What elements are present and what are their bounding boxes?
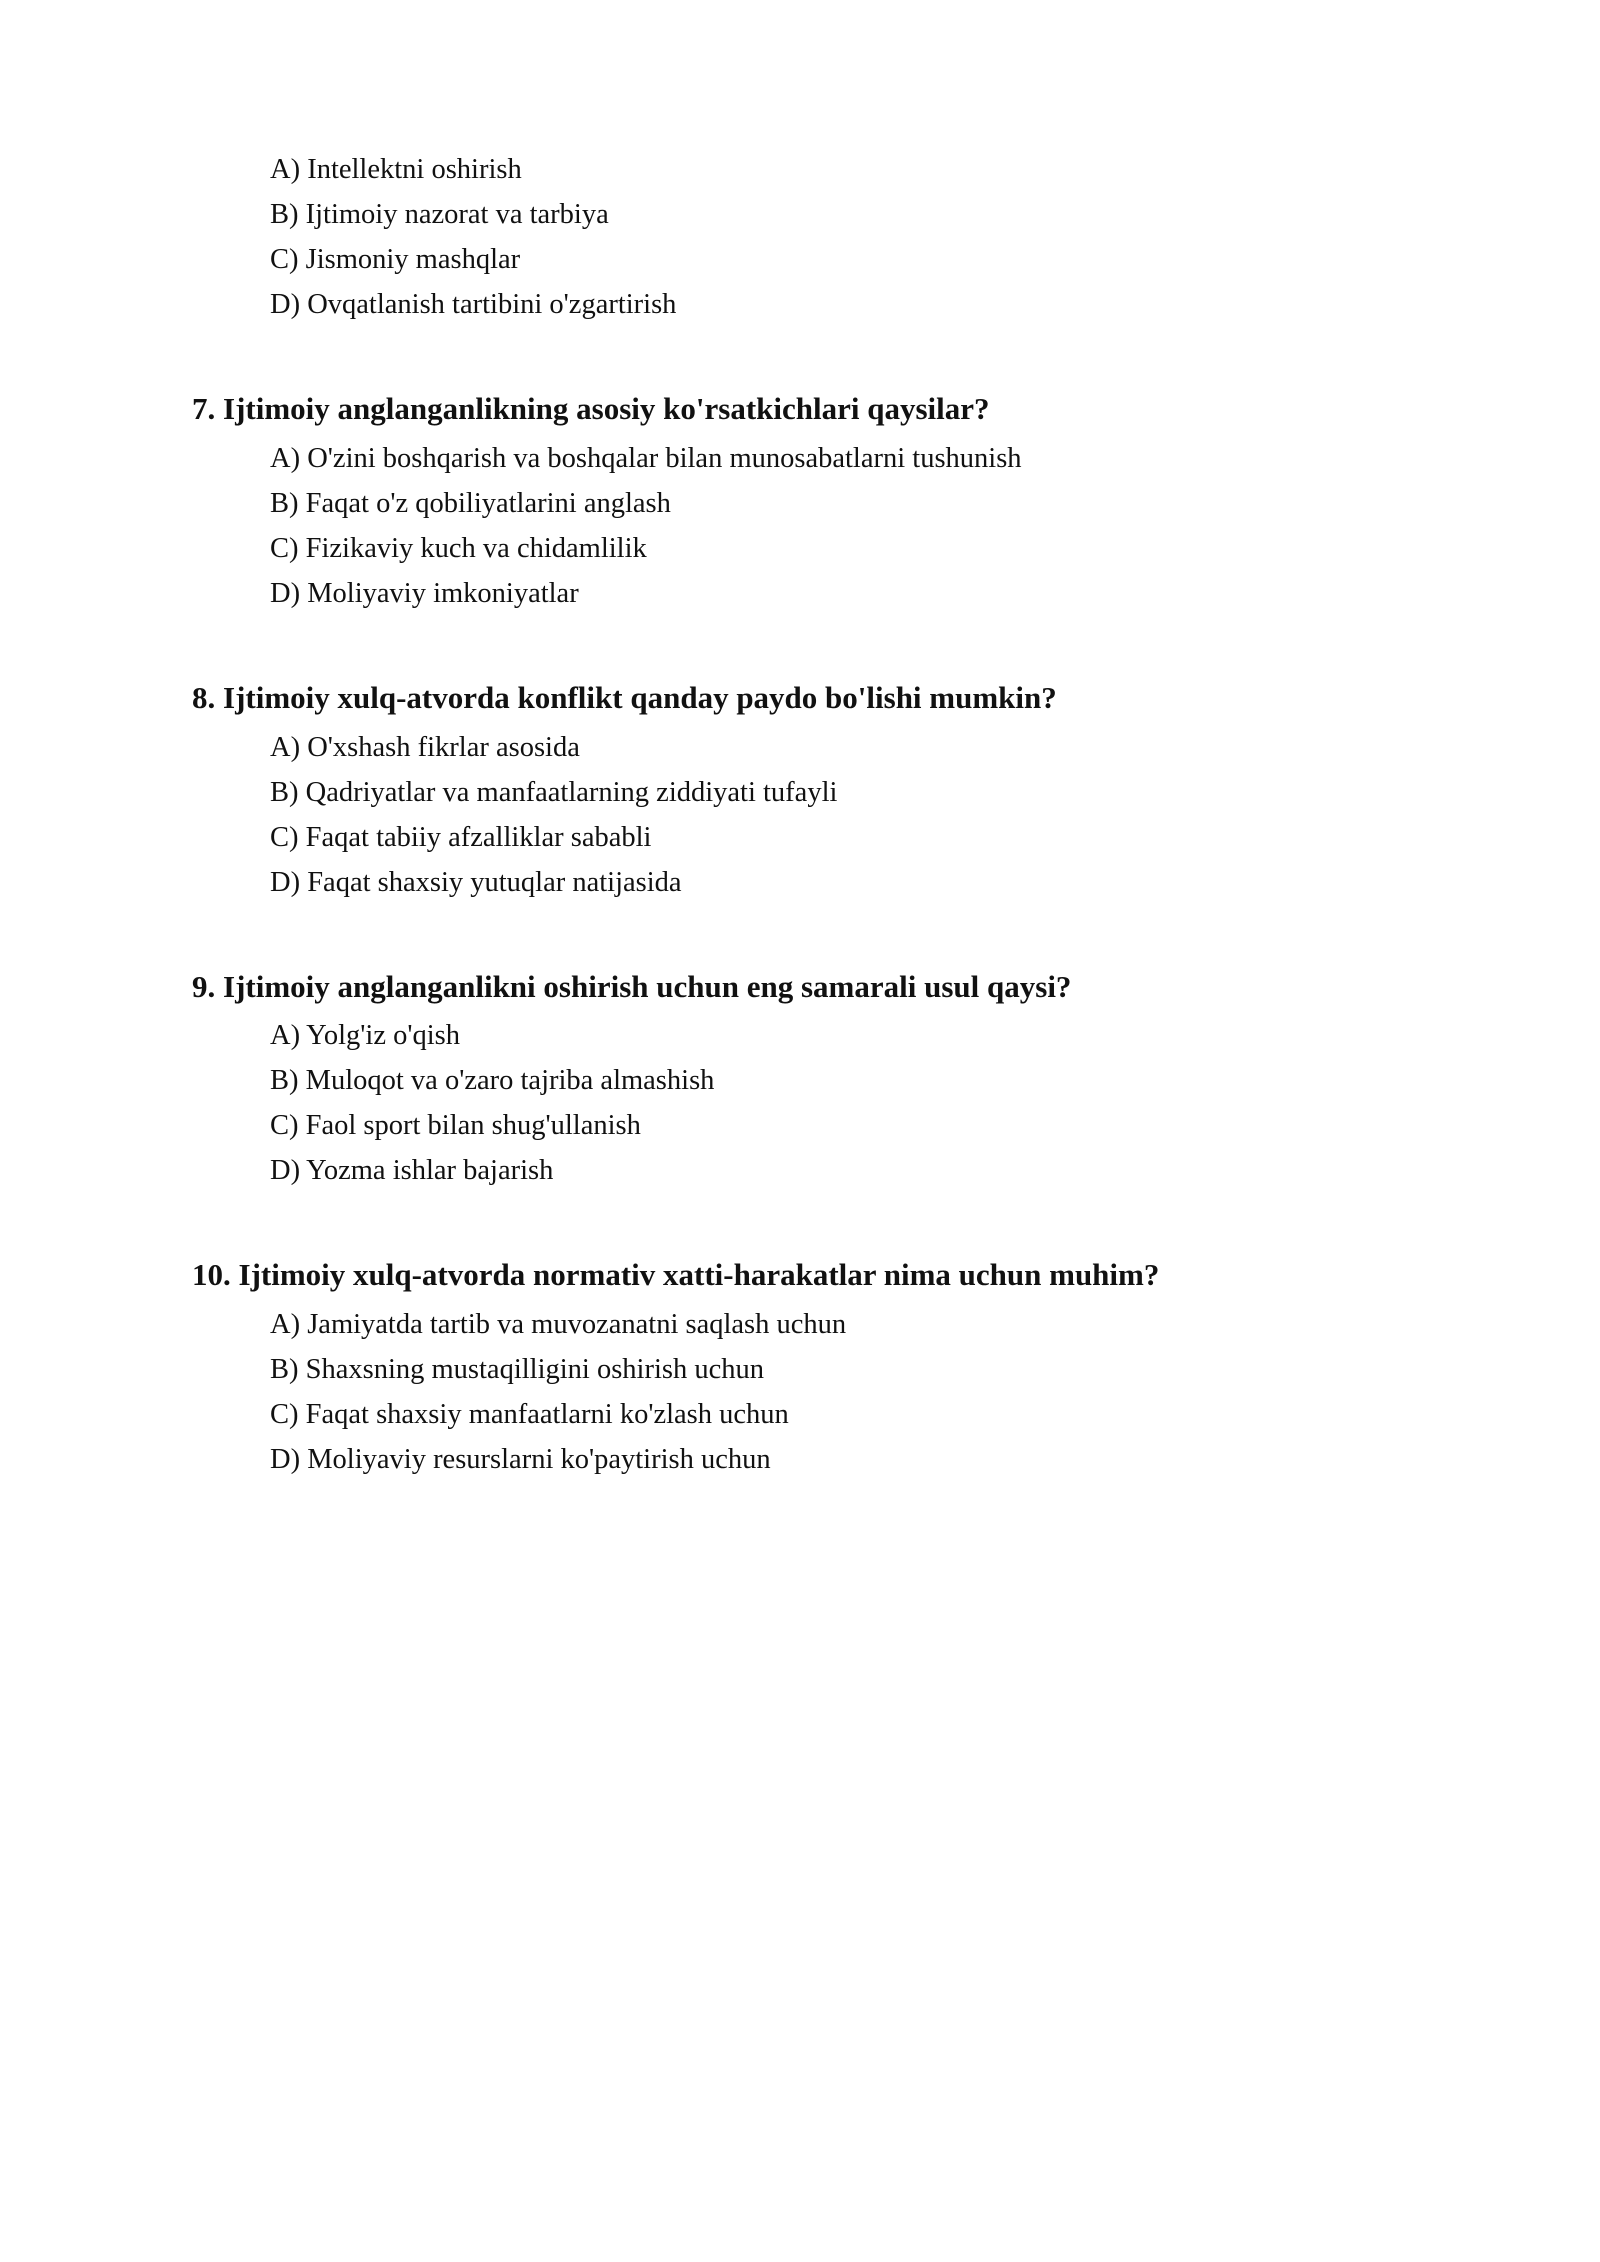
question-title: 8. Ijtimoiy xulq-atvorda konflikt qanday paydo bo'lishi mumkin?	[192, 680, 1057, 715]
option-d: D) Ovqatlanish tartibini o'zgartirish	[270, 289, 677, 320]
question-title: 7. Ijtimoiy anglanganlikning asosiy ko'rsatkichlari qaysilar?	[192, 391, 990, 426]
option-c: C) Faqat tabiiy afzalliklar sababli	[270, 822, 652, 853]
option-d: D) Moliyaviy resurslarni ko'paytirish uchun	[270, 1444, 771, 1475]
option-d: D) Yozma ishlar bajarish	[270, 1155, 554, 1186]
option-a: A) O'xshash fikrlar asosida	[270, 732, 580, 763]
option-c: C) Jismoniy mashqlar	[270, 244, 521, 275]
option-a: A) O'zini boshqarish va boshqalar bilan munosabatlarni tushunish	[270, 443, 1022, 474]
option-c: C) Faqat shaxsiy manfaatlarni ko'zlash uchun	[270, 1399, 789, 1430]
option-b: B) Ijtimoiy nazorat va tarbiya	[270, 199, 609, 230]
option-a: A) Intellektni oshirish	[270, 154, 522, 185]
option-c: C) Faol sport bilan shug'ullanish	[270, 1110, 641, 1141]
option-b: B) Faqat o'z qobiliyatlarini anglash	[270, 488, 671, 519]
option-b: B) Muloqot va o'zaro tajriba almashish	[270, 1065, 715, 1096]
question-title: 9. Ijtimoiy anglanganlikni oshirish uchun eng samarali usul qaysi?	[192, 969, 1072, 1004]
option-d: D) Faqat shaxsiy yutuqlar natijasida	[270, 867, 682, 898]
option-a: A) Yolg'iz o'qish	[270, 1020, 461, 1051]
option-b: B) Qadriyatlar va manfaatlarning ziddiyati tufayli	[270, 777, 838, 808]
question-title: 10. Ijtimoiy xulq-atvorda normativ xatti-harakatlar nima uchun muhim?	[192, 1257, 1160, 1292]
option-d: D) Moliyaviy imkoniyatlar	[270, 578, 579, 609]
option-c: C) Fizikaviy kuch va chidamlilik	[270, 533, 647, 564]
option-b: B) Shaxsning mustaqilligini oshirish uchun	[270, 1354, 765, 1385]
option-a: A) Jamiyatda tartib va muvozanatni saqlash uchun	[270, 1309, 847, 1340]
